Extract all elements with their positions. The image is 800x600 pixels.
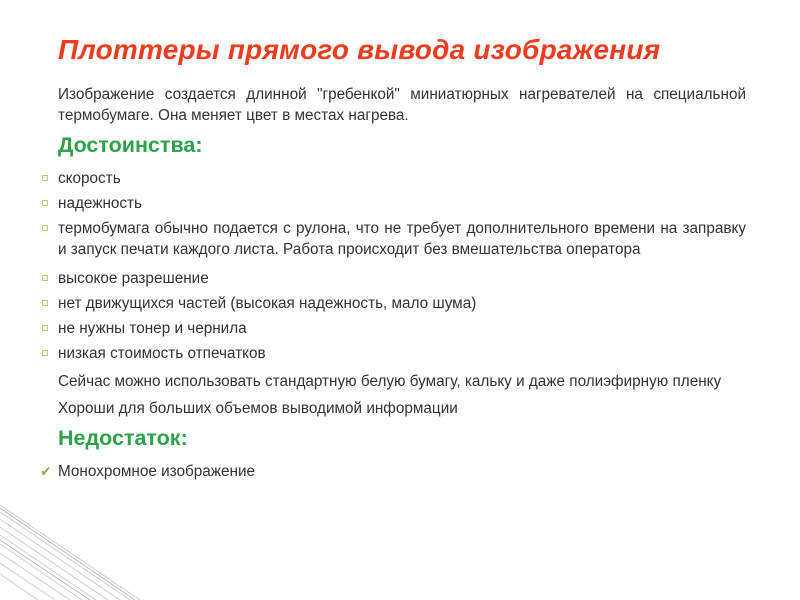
square-outline-bullet-icon bbox=[42, 225, 48, 231]
advantage-text: низкая стоимость отпечатков bbox=[58, 345, 266, 362]
note-paragraph: Хороши для больших объемов выводимой информации bbox=[58, 400, 458, 417]
square-outline-bullet-icon bbox=[42, 325, 48, 331]
list-item bbox=[58, 193, 746, 214]
advantages-heading: Достоинства: bbox=[58, 133, 203, 157]
slide-title: Плоттеры прямого вывода изображения bbox=[58, 34, 661, 65]
list-item bbox=[58, 268, 746, 289]
advantage-text: нет движущихся частей (высокая надежность, мало шума) bbox=[58, 295, 477, 312]
advantage-text: скорость bbox=[58, 170, 121, 187]
list-item bbox=[58, 318, 746, 339]
advantage-text: надежность bbox=[58, 195, 143, 212]
advantage-text: не нужны тонер и чернила bbox=[58, 320, 247, 337]
advantage-text: высокое разрешение bbox=[58, 270, 209, 287]
square-outline-bullet-icon bbox=[42, 275, 48, 281]
square-outline-bullet-icon bbox=[42, 350, 48, 356]
square-outline-bullet-icon bbox=[42, 300, 48, 306]
note-paragraph: Сейчас можно использовать стандартную белую бумагу, кальку и даже полиэфирную пленку bbox=[58, 373, 722, 390]
list-item bbox=[40, 461, 746, 482]
list-item bbox=[58, 168, 746, 189]
check-mark-icon: ✔ bbox=[40, 463, 52, 479]
advantages-list bbox=[58, 168, 746, 364]
list-item bbox=[58, 293, 746, 314]
list-item bbox=[58, 218, 746, 260]
intro-paragraph: Изображение создается длинной "гребенкой" миниатюрных нагревателей на специальной термобумаге. Она меняет цвет в местах нагрева. bbox=[58, 86, 746, 124]
disadvantage-text: Монохромное изображение bbox=[58, 463, 256, 480]
list-item bbox=[58, 343, 746, 364]
disadvantages-list bbox=[40, 461, 746, 482]
square-outline-bullet-icon bbox=[42, 200, 48, 206]
disadvantage-heading: Недостаток: bbox=[58, 426, 188, 450]
slide-content bbox=[40, 84, 746, 486]
square-outline-bullet-icon bbox=[42, 175, 48, 181]
advantage-text: термобумага обычно подается с рулона, что не требует дополнительного времени на заправку и запуск печати каждого листа. Работа происходит без вмешательства оператора bbox=[58, 220, 746, 258]
